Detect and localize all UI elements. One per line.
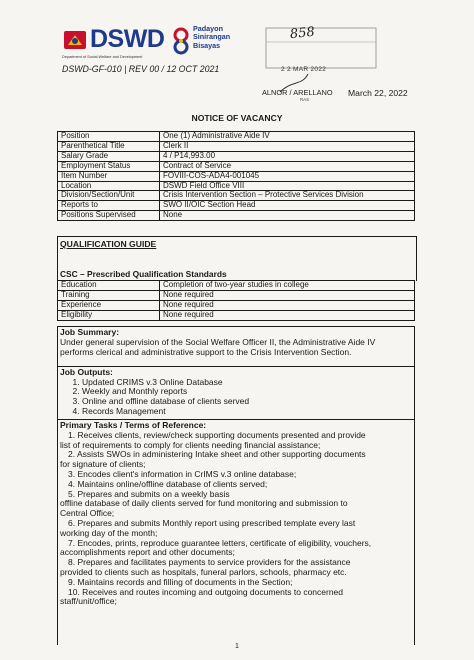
row-label: Experience: [58, 300, 160, 310]
job-outputs-heading: Job Outputs:: [60, 367, 113, 377]
table-row: [58, 151, 415, 161]
row-value: Completion of two-year studies in college: [160, 281, 415, 291]
table-row: [58, 300, 415, 310]
document-date: March 22, 2022: [348, 88, 408, 98]
table-row: [58, 191, 415, 201]
stamp-sub: RAS: [300, 97, 310, 102]
job-summary-line: performs clerical and administrative support to the Crisis Intervention Section.: [60, 346, 352, 357]
job-summary-heading: Job Summary:: [60, 327, 120, 337]
padayon-text: [193, 25, 230, 50]
page-number: 1: [235, 643, 239, 650]
table-row: [58, 171, 415, 181]
padayon-line: Sinirangan: [193, 32, 231, 42]
row-value: One (1) Administrative Aide IV: [160, 132, 415, 142]
row-value: None required: [160, 300, 415, 310]
task-line: 3. Encodes client's information in CrIMS v.3 online database;: [68, 468, 297, 479]
list-item: 2. Weekly and Monthly reports: [82, 387, 412, 397]
row-value: 4 / P14,993.00: [160, 151, 415, 161]
row-value: SWO II/OIC Section Head: [160, 201, 415, 211]
padayon-line: Bisayas: [193, 40, 221, 50]
row-label: Reports to: [58, 201, 160, 211]
list-item: 1. Updated CRIMS v.3 Online Database: [82, 378, 412, 388]
list-item: 4. Records Management: [82, 407, 412, 417]
table-row: [58, 290, 415, 300]
row-value: Contract of Service: [160, 161, 415, 171]
qualification-guide: [57, 236, 417, 281]
table-row: [58, 201, 415, 211]
row-label: Salary Grade: [58, 151, 160, 161]
task-line: 5. Prepares and submits on a weekly basis: [68, 488, 230, 499]
row-label: Location: [58, 181, 160, 191]
job-summary-section: [57, 326, 415, 367]
qualification-guide-title: QUALIFICATION GUIDE: [60, 239, 157, 249]
task-line: 10. Receives and routes incoming and outgoing documents to concerned: [68, 586, 344, 597]
task-line: Central Office;: [60, 508, 115, 519]
position-table: [57, 131, 415, 221]
row-value: DSWD Field Office VIII: [160, 181, 415, 191]
row-label: Parenthetical Title: [58, 141, 160, 151]
table-row: [58, 161, 415, 171]
task-line: offline database of daily clients served for fund monitoring and submission to: [60, 498, 348, 509]
padayon-logo-icon: [170, 27, 192, 55]
dswd-wordmark: DSWD: [90, 25, 165, 53]
form-code: DSWD-GF-010 | REV 00 / 12 OCT 2021: [62, 64, 220, 74]
primary-tasks-heading: Primary Tasks / Terms of Reference:: [60, 420, 207, 430]
row-value: FOVIII-COS-ADA4-001045: [160, 171, 415, 181]
received-stamp: [262, 24, 402, 94]
row-value: Clerk II: [160, 141, 415, 151]
task-line: provided to clients such as hospitals, funeral parlors, schools, pharmacy etc.: [60, 566, 347, 577]
task-line: 8. Prepares and facilitates payments to service providers for the assistance: [68, 557, 351, 568]
notice-title: NOTICE OF VACANCY: [191, 113, 283, 123]
row-label: Item Number: [58, 171, 160, 181]
stamp-name: ALNOR / ARELLANO: [262, 88, 333, 97]
stamp-number: 858: [289, 24, 316, 43]
task-line: working day of the month;: [60, 527, 158, 538]
list-item: 3. Online and offline database of clients served: [82, 397, 412, 407]
task-line: 2. Assists SWOs in administering Intake sheet and other supporting documents: [68, 449, 366, 460]
row-label: Division/Section/Unit: [58, 191, 160, 201]
row-label: Eligibility: [58, 310, 160, 320]
table-row: [58, 132, 415, 142]
table-row: [58, 141, 415, 151]
row-label: Positions Supervised: [58, 211, 160, 221]
task-line: 6. Prepares and submits Monthly report using prescribed template every last: [68, 517, 356, 528]
table-row: [58, 181, 415, 191]
job-summary-line: Under general supervision of the Social Welfare Officer II, the Administrative Aide IV: [60, 336, 376, 347]
table-row: [58, 310, 415, 320]
primary-tasks-section: [57, 419, 415, 645]
task-line: list of requirements to comply for clients needing financial assistance;: [60, 439, 321, 450]
padayon-line: Padayon: [193, 24, 223, 33]
task-line: for signature of clients;: [60, 459, 146, 470]
dswd-emblem-icon: [62, 27, 88, 53]
row-value: Crisis Intervention Section – Protective Services Division: [160, 191, 415, 201]
task-line: 7. Encodes, prints, reproduce guarantee letters, certificate of eligibility, vouchers,: [68, 537, 372, 548]
row-value: None: [160, 211, 415, 221]
table-row: [58, 211, 415, 221]
task-line: 9. Maintains records and filling of documents in the Section;: [68, 576, 293, 587]
job-outputs-list: [60, 378, 412, 416]
row-label: Employment Status: [58, 161, 160, 171]
task-line: accomplishments report and other documents;: [60, 547, 235, 558]
row-value: None required: [160, 310, 415, 320]
task-line: 4. Maintains online/offline database of clients served;: [68, 478, 268, 489]
task-line: staff/unit/office;: [60, 596, 117, 607]
row-value: None required: [160, 290, 415, 300]
row-label: Training: [58, 290, 160, 300]
stamp-date: 2 2 MAR 2022: [281, 66, 327, 73]
task-line: 1. Receives clients, review/check supporting documents presented and provide: [68, 429, 366, 440]
table-row: [58, 281, 415, 291]
job-outputs-section: [57, 366, 415, 420]
row-label: Position: [58, 132, 160, 142]
dswd-subtitle: Department of Social Welfare and Development: [62, 55, 143, 59]
row-label: Education: [58, 281, 160, 291]
csc-standards-title: CSC – Prescribed Qualification Standards: [60, 269, 227, 279]
qualification-table: [57, 280, 415, 321]
